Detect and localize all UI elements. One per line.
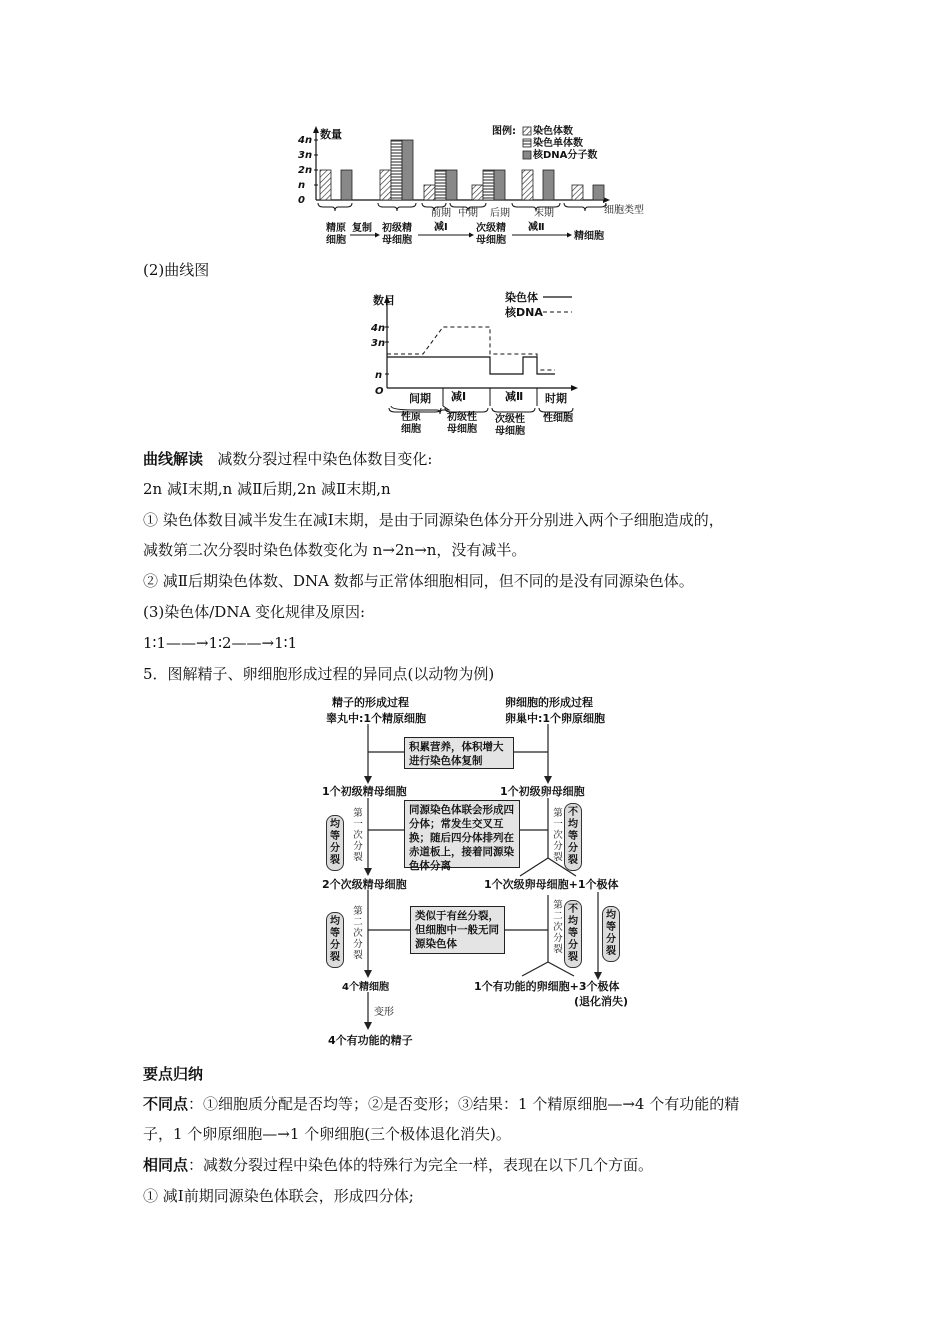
equal-division-pill-1: 均等分裂 (326, 815, 344, 871)
sublabel-telophase: 末期 (534, 208, 554, 219)
reading-text: 减数分裂过程中染色体数目变化: (217, 450, 433, 468)
bar-2-5 (593, 185, 604, 200)
phase-interphase: 间期 (409, 392, 431, 405)
chromosome-curve (387, 357, 555, 374)
ratio-line: 1∶1——→1∶2——→1∶1 (143, 634, 298, 652)
y-tick-labels (297, 135, 318, 206)
bar-0-3 (472, 185, 483, 200)
phase-meiosis2: 减Ⅱ (505, 390, 524, 403)
bar-1-3 (483, 170, 494, 200)
cell-label-2b: 母细胞 (447, 424, 477, 435)
curve-y-label: 数目 (373, 294, 395, 307)
primary-spermatocyte: 1个初级精母细胞 (322, 785, 407, 798)
x-axis-label: 细胞类型 (604, 205, 644, 216)
bar-0-4 (522, 170, 533, 200)
same-label: 相同点 (143, 1156, 189, 1174)
sublabel-prophase: 前期 (431, 208, 451, 219)
sperm-origin: 睾丸中:1个精原细胞 (326, 712, 427, 725)
bar-2-4 (543, 170, 554, 200)
reading-line2: 2n 减Ⅰ末期,n 减Ⅱ后期,2n 减Ⅱ末期,n (143, 480, 391, 498)
egg-title: 卵细胞的形成过程 (505, 696, 593, 709)
cell-label-3a: 次级性 (495, 414, 525, 425)
cell-label-4: 性细胞 (543, 413, 573, 424)
bar-marks (320, 140, 604, 200)
reading-line (143, 449, 432, 469)
section5-heading: 5．图解精子、卵细胞形成过程的异同点(以动物为例) (143, 665, 495, 683)
egg-final: 1个有功能的卵细胞+3个极体 (474, 980, 620, 993)
y-tick-label: 2n (298, 165, 313, 176)
cell-label-3b: 母细胞 (495, 426, 525, 437)
diff-label: 不同点 (143, 1095, 189, 1113)
secondary-spermatocytes: 2个次级精母细胞 (322, 878, 407, 891)
tick-3n: 3n (371, 338, 386, 349)
diff-text1: ：①细胞质分配是否均等；②是否变形；③结果：1 个精原细胞—→4 个有功能的精 (188, 1095, 740, 1113)
sperm-title: 精子的形成过程 (332, 696, 409, 709)
same-point1: ① 减Ⅰ前期同源染色体联会，形成四分体; (143, 1187, 414, 1205)
phase-meiosis1: 减Ⅰ (451, 390, 467, 403)
transform-label: 变形 (374, 1007, 394, 1018)
tick-4n: 4n (371, 323, 386, 334)
stage-primary-1: 初级精 (382, 223, 412, 234)
phase-period: 时期 (545, 392, 567, 405)
equal-division-pill-2: 均等分裂 (326, 912, 344, 968)
y-tick-label: 4n (298, 135, 313, 146)
first-division-left: 第一次分裂 (353, 808, 363, 863)
legend-dna-label: 核DNA (505, 306, 543, 319)
dna-curve (387, 327, 555, 370)
spermatids: 4个精细胞 (342, 982, 389, 993)
legend-chromatid: 染色单体数 (533, 138, 583, 149)
flow-box-replication: 积累营养，体积增大进行染色体复制 (404, 737, 514, 769)
tick-origin: O (375, 386, 384, 397)
bar-2-2 (446, 170, 457, 200)
bar-0-2 (424, 185, 435, 200)
egg-final-note: (退化消失) (574, 995, 629, 1008)
y-tick-label: n (298, 180, 306, 191)
sperm-final: 4个有功能的精子 (328, 1034, 413, 1047)
stage-meiosis2: 减Ⅱ (528, 222, 545, 233)
bar-1-1 (391, 140, 402, 200)
first-division-right: 第一次分裂 (553, 808, 563, 863)
bar-2-1 (402, 140, 413, 200)
unequal-division-pill-1: 不均等分裂 (564, 803, 582, 871)
equal-division-pill-3: 均等分裂 (602, 906, 620, 962)
group-brace (378, 203, 416, 211)
egg-origin: 卵巢中:1个卵原细胞 (505, 712, 606, 725)
cell-label-1b: 细胞 (401, 424, 421, 435)
second-division-right: 第二次分裂 (553, 900, 563, 955)
same-line (143, 1155, 653, 1175)
legend-swatch-dna (523, 151, 531, 159)
stage-spermatogonium-1: 精原 (326, 223, 346, 234)
bar-2-3 (494, 170, 505, 200)
legend-title: 图例: (492, 126, 516, 137)
diff-line1 (143, 1094, 739, 1114)
bar-0-5 (572, 185, 583, 200)
legend-swatch-chromatid (523, 139, 531, 147)
group-brace (564, 203, 606, 211)
point1-line1: ① 染色体数目减半发生在减Ⅰ末期，是由于同源染色体分开分别进入两个子细胞造成的， (143, 511, 724, 529)
stage-replication: 复制 (352, 223, 372, 234)
sublabel-anaphase: 后期 (490, 208, 510, 219)
curve-figure (365, 288, 595, 438)
secondary-oocyte: 1个次级卵母细胞+1个极体 (484, 878, 619, 891)
group-brace (318, 203, 352, 211)
second-division-left: 第二次分裂 (353, 906, 363, 961)
bar-chart-figure (290, 122, 660, 252)
sublabel-metaphase: 中期 (458, 208, 478, 219)
bar-0-1 (380, 170, 391, 200)
legend-chromosome: 染色体数 (533, 126, 573, 137)
tick-n: n (375, 370, 383, 381)
point2: ② 减Ⅱ后期染色体数、DNA 数都与正常体细胞相同，但不同的是没有同源染色体。 (143, 572, 694, 590)
same-text: ：减数分裂过程中染色体的特殊行为完全一样，表现在以下几个方面。 (188, 1156, 654, 1174)
stage-secondary-2: 母细胞 (476, 235, 506, 246)
legend-swatch-chromosome (523, 127, 531, 135)
legend-dna: 核DNA分子数 (533, 150, 598, 161)
y-tick-label: 0 (298, 195, 305, 206)
stage-spermatid: 精细胞 (574, 231, 604, 242)
stage-primary-2: 母细胞 (382, 235, 412, 246)
section3-heading: (3)染色体/DNA 变化规律及原因: (143, 603, 366, 621)
summary-heading: 要点归纳 (143, 1065, 204, 1083)
unequal-division-pill-2: 不均等分裂 (564, 900, 582, 968)
point1-line2: 减数第二次分裂时染色体数变化为 n→2n→n，没有减半。 (143, 541, 527, 559)
flow-box-mitosis-like: 类似于有丝分裂，但细胞中一般无同源染色体 (410, 906, 505, 954)
bar-1-2 (435, 170, 446, 200)
y-axis-label: 数量 (320, 128, 342, 141)
stage-meiosis1: 减Ⅰ (434, 222, 448, 233)
stage-secondary-1: 次级精 (476, 223, 506, 234)
section2-heading: (2)曲线图 (143, 261, 210, 279)
diff-line2: 子，1 个卵原细胞—→1 个卵细胞(三个极体退化消失)。 (143, 1125, 511, 1143)
cell-label-2a: 初级性 (447, 412, 477, 423)
reading-label: 曲线解读 (143, 450, 204, 468)
primary-oocyte: 1个初级卵母细胞 (500, 785, 585, 798)
cell-label-1a: 性原 (401, 412, 421, 423)
legend-chromosome-label: 染色体 (505, 291, 538, 304)
bar-0-0 (320, 170, 331, 200)
y-tick-label: 3n (298, 150, 313, 161)
flow-box-synapsis: 同源染色体联会形成四分体；常发生交叉互换；随后四分体排列在赤道板上，接着同源染色体分离 (404, 800, 520, 868)
bar-2-0 (341, 170, 352, 200)
stage-spermatogonium-2: 细胞 (326, 235, 346, 246)
